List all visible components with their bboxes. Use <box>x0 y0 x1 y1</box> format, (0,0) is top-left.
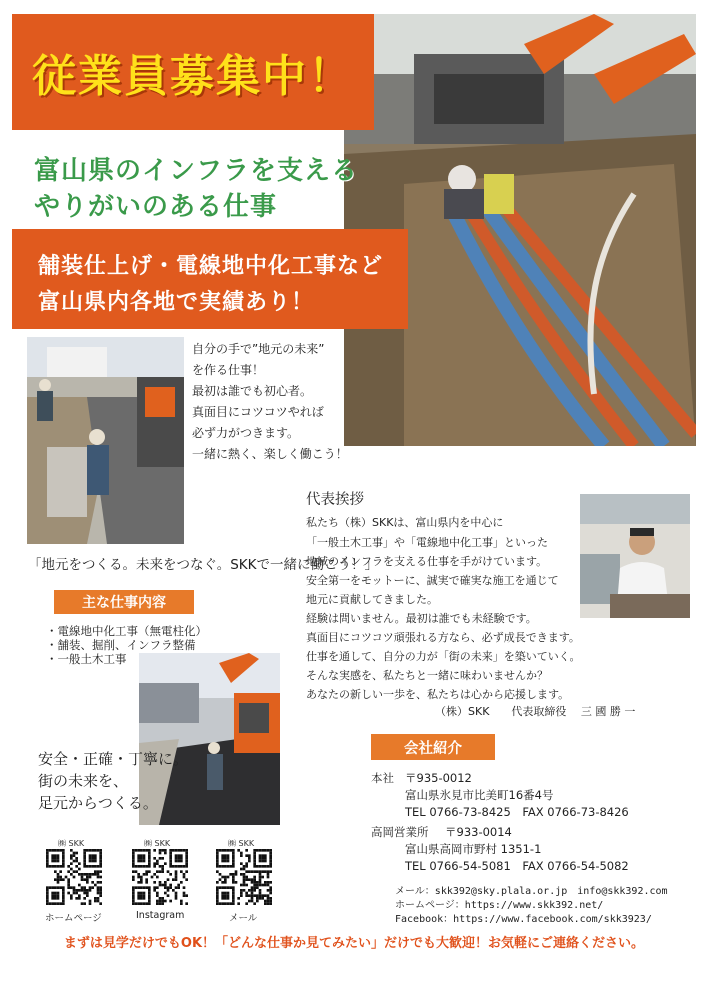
representative-photo <box>580 494 690 618</box>
greeting-line-5: 地元に貢献してきました。 <box>306 593 438 606</box>
message-line-5: 必ず力がつきます。 <box>192 426 300 440</box>
message-line-1: 自分の手で”地元の未来” <box>192 342 325 356</box>
qr-brand-1: ㈱ SKK <box>58 839 85 848</box>
work-item-3: ・一般土木工事 <box>46 652 127 666</box>
message-line-3: 最初は誰でも初心者。 <box>192 384 313 398</box>
message-line-2: を作る仕事！ <box>192 363 265 377</box>
greeting-line-9: そんな実感を、私たちと一緒に味わいませんか？ <box>306 669 548 682</box>
company-title-badge <box>371 734 495 760</box>
roadwork-photo <box>27 337 184 544</box>
company-title: 会社紹介 <box>404 740 462 757</box>
hero-banner <box>12 14 374 130</box>
motto-line-1: 安全・正確・丁寧に。 <box>38 750 189 768</box>
greeting-line-3: 地域のインフラを支える仕事を手がけています。 <box>306 555 548 568</box>
headline-line-1: 富山県のインフラを支える <box>34 156 359 186</box>
qr-label-instagram: Instagram <box>136 910 185 921</box>
branch-tel-fax: TEL 0766-54-5081 FAX 0766-54-5082 <box>405 859 629 873</box>
work-title-badge <box>54 590 194 614</box>
branch-postal: 〒933-0014 <box>445 825 512 839</box>
qr-label-homepage: ホームページ <box>45 913 102 924</box>
contact-mail[interactable]: メール：skk392@sky.plala.or.jp info@skk392.com <box>395 886 668 897</box>
qr-code-homepage[interactable] <box>46 849 102 905</box>
qr-brand-3: ㈱ SKK <box>228 839 255 848</box>
branch-label: 高岡営業所 <box>371 825 429 839</box>
head-office-tel-fax: TEL 0766-73-8425 FAX 0766-73-8426 <box>405 805 629 819</box>
slogan: 「地元をつくる。未来をつなぐ。SKKで一緒に働こう！」 <box>28 557 379 573</box>
contact-facebook[interactable]: Facebook：https://www.facebook.com/skk3923/ <box>395 914 652 925</box>
motto-line-2: 街の未来を、 <box>38 772 129 790</box>
greeting-line-4: 安全第一をモットーに、誠実で確実な施工を通じて <box>306 574 559 587</box>
qr-code-mail[interactable] <box>216 849 272 905</box>
achievements-banner <box>12 229 408 329</box>
message-line-4: 真面目にコツコツやれば <box>192 405 324 419</box>
headline-line-2: やりがいのある仕事 <box>34 192 278 222</box>
qr-code-instagram[interactable] <box>132 849 188 905</box>
work-item-1: ・電線地中化工事（無電柱化） <box>46 624 207 638</box>
work-item-2: ・舗装、掘削、インフラ整備 <box>46 638 196 652</box>
greeting-line-6: 経験は問いません。最初は誰でも未経験です。 <box>306 612 537 625</box>
greeting-line-1: 私たち（株）SKKは、富山県内を中心に <box>306 516 504 529</box>
branch-address: 富山県高岡市野村 1351-1 <box>405 842 542 856</box>
greeting-line-8: 仕事を通して、自分の力が「街の未来」を築いていく。 <box>306 650 581 663</box>
greeting-title: 代表挨拶 <box>306 492 364 508</box>
head-office-postal: 〒935-0012 <box>405 771 472 785</box>
qr-brand-2: ㈱ SKK <box>144 839 171 848</box>
greeting-signature: （株）SKK 代表取締役 三 國 勝 一 <box>435 705 636 718</box>
hero-title: 従業員募集中！ <box>32 51 354 102</box>
paving-photo <box>139 653 280 825</box>
footer-note: まずは見学だけでもOK！「どんな仕事か見てみたい」だけでも大歓迎！お気軽にご連絡ください。 <box>63 936 645 951</box>
greeting-line-2: 「一般土木工事」や「電線地中化工事」といった <box>306 536 548 549</box>
achievements-line-2: 富山県内各地で実績あり！ <box>38 290 315 315</box>
head-office-address: 富山県氷見市比美町16番4号 <box>405 788 554 802</box>
qr-label-mail: メール <box>229 913 258 924</box>
contact-homepage[interactable]: ホームページ：https://www.skk392.net/ <box>395 900 604 911</box>
greeting-line-7: 真面目にコツコツ頑張れる方なら、必ず成長できます。 <box>306 631 580 644</box>
achievements-line-1: 舗装仕上げ・電線地中化工事など <box>38 254 384 279</box>
motto-line-3: 足元からつくる。 <box>38 794 158 812</box>
message-line-6: 一緒に熱く、楽しく働こう！ <box>192 447 348 461</box>
greeting-line-10: あなたの新しい一歩を、私たちは心から応援します。 <box>306 688 570 701</box>
work-title: 主な仕事内容 <box>82 595 166 611</box>
head-office-label: 本社 <box>371 771 394 785</box>
